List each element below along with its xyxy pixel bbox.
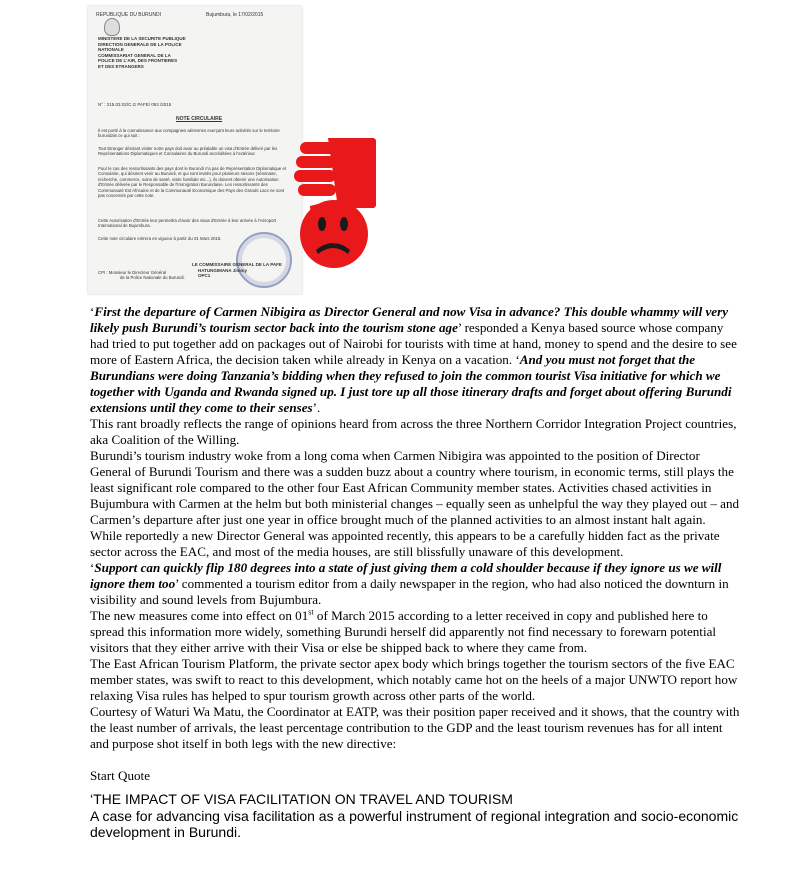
paragraph-text: ’.: [312, 400, 321, 415]
article-paragraph: While reportedly a new Director General was appointed recently, this appears to be a carefully hidden fact as the private sector across the EAC, and most of the media houses, are still blissfully unaware of this development.: [90, 528, 720, 559]
article-paragraph: This rant broadly reflects the range of opinions heard from across the three Northern Corridor Integration Project countries, aka Coalition of the Willing.: [90, 416, 737, 447]
letter-title: NOTE CIRCULAIRE: [176, 116, 223, 122]
article-paragraph: Burundi’s tourism industry woke from a long coma when Carmen Nibigira was appointed to the position of Director General of Burundi Tourism and there was a sudden buzz about a country where tourism, in economic terms, still plays the least significant role compared to the other four East African Community member states. Activities chased activities in Bujumbura with Carmen at the helm but both ministerial changes – equally seen as unhelpful the way they played out – and Carmen’s departure after just one year in office brought much of the planned activities to an almost instant halt again.: [90, 448, 740, 527]
ministry-line: MINISTERE DE LA SECURITE PUBLIQUE: [98, 36, 186, 41]
letter-paragraph: Cette Autorisation d'Entrée leur permettra d'avoir des visas d'Entrée à leur arrivée à l'Aéroport International de Bujumbura.: [98, 218, 277, 229]
letter-republic: REPUBLIQUE DU BURUNDI: [96, 12, 162, 18]
ministry-line: DIRECTION GENERALE DE LA POLICE: [98, 41, 182, 47]
paragraph-text: The new measures come into effect on 01: [90, 608, 309, 623]
letter-reference: N° : 215.03.02/C.G PAFE/ 053 /2015: [98, 102, 172, 107]
scanned-letter: [88, 6, 302, 294]
signatory-name: [198, 268, 247, 278]
article-paragraph: Courtesy of Waturi Wa Matu, the Coordinator at EATP, was their position paper received and it shows, that the country with the least number of arrivals, the least percentage contribution to the GDP and the least tourism revenues has for all intent and purpose shot itself in both legs with the new directive:: [90, 704, 740, 751]
cc-line: de la Police Nationale du Burundi.: [120, 275, 185, 281]
paragraph-text: responded a Kenya based source whose company had tried to put together add on packages out of Nairobi for tourists with time at hand, money to spend and the desire to see more of Eastern Africa, the decision taken while already in Kenya on a vacation. ‘: [90, 320, 737, 367]
paragraph-text: ’ commented a tourism editor from a daily newspaper in the region, who had also noticed the downturn in visibility and sound levels from Bujumbura.: [90, 576, 729, 607]
letter-paragraph: Pour le cas des ressortissants des pays dont le Burundi n'a pas de Représentation Diplomatique et Consulaire, qui désirent venir au Burundi, et qui sont invités pour plusieurs raisons (séminaire, recherche, commerce, soins de santé, visite familiale etc...), ils doivent obtenir une Autorisation d'Entrée délivrée par le Responsable de l'Immigration Burundaise. Les ressortissants des Communauté Est Africaine et de la Communauté Economique des Pays des Grands Lacs ne sont pas concernés par cette note.: [98, 166, 287, 199]
signatory-title: LE COMMISSAIRE GENERAL DE LA PAFE: [192, 262, 282, 267]
quoted-paper-heading: [90, 791, 750, 841]
article-paragraph: ‘First the departure of Carmen Nibigira as Director General and now Visa in advance? This double whammy will very likely push Burundi’s tourism sector back into the tourism stone age’ responded a Kenya based source whose company had tried to put together add on packages out of Nairobi for tourists with time at hand, money to spend and the desire to see more of Eastern Africa, the decision taken while already in Kenya on a vacation. ‘And you must not forget that the Burundians were doing Tanzania’s bidding when they refused to join the common tourist Visa initiative for which we together with Uganda and Rwanda signed up. I just tore up all those itinerary drafts and forget about offering Burundi extensions until they come to their senses’.: [90, 304, 737, 415]
quote-text: First the departure of Carmen Nibigira as Director General and now Visa in advance? This double whammy will very likely push Burundi’s tourism sector back into the tourism stone age: [90, 304, 729, 335]
letter-paragraph: Il est porté à la connaissance aux compagnies aériennes exerçant leurs activités sur le territoire burundais ce qui suit :: [98, 128, 280, 139]
letter-ministry: [98, 36, 198, 69]
ministry-line: POLICE DE L'AIR, DES FRONTIERES: [98, 58, 178, 63]
article-body: [90, 304, 740, 784]
letter-paragraph: Tout Etranger désirant visiter notre pays doit avoir au préalable un visa d'Entrée délivré par les Représentations Diplomatiques et Consulaires du Burundi accréditées à l'extérieur.: [98, 146, 278, 157]
letter-paragraph: Cette note circulaire entrera en vigueur à partir du 01 Mars 2015.: [98, 236, 222, 241]
quote-title: ‘THE IMPACT OF VISA FACILITATION ON TRAVEL AND TOURISM: [90, 791, 513, 807]
article-paragraph: [90, 608, 740, 656]
ministry-line: ET DES ETRANGERS: [98, 63, 144, 69]
thumbs-down-sad-face-icon: [292, 138, 378, 298]
signatory-rank: OPC1: [198, 273, 211, 278]
superscript: st: [308, 607, 314, 617]
article-paragraph: ‘Support can quickly flip 180 degrees into a state of just giving them a cold shoulder because if they ignore us we will ignore them too’ commented a tourism editor from a daily newspaper in the region, who had also noticed the downturn in visibility and sound levels from Bujumbura.: [90, 560, 729, 607]
ministry-line: NATIONALE: [98, 47, 124, 52]
quote-text: Support can quickly flip 180 degrees into a state of just giving them a cold shoulder because if they ignore us we will ignore them too: [90, 560, 722, 591]
official-stamp-icon: [236, 232, 292, 288]
article-paragraph: The East African Tourism Platform, the private sector apex body which brings together the tourism sectors of the five EAC member states, was swift to react to this development, which notably came hot on the heels of a major UNWTO report how relaxing Visa rules has helped to spur tourism growth across other parts of the world.: [90, 656, 738, 703]
cc-line: CPI : Monsieur le Directeur Général: [98, 270, 167, 275]
letter-cc: [98, 270, 185, 281]
start-quote-label: Start Quote: [90, 768, 151, 783]
ministry-line: COMMISSARIAT GENERAL DE LA: [98, 52, 171, 58]
quote-subtitle: A case for advancing visa facilitation as a powerful instrument of regional integration and socio-economic development in Burundi.: [90, 807, 739, 840]
signatory-name-text: HATUNGIMANA Jimmy: [198, 268, 248, 273]
coat-of-arms-icon: [104, 18, 120, 36]
paragraph-text: of March 2015 according to a letter received in copy and published here to spread this information more widely, something Burundi herself did apparently not find necessary to forewarn potential visitors that they either arrive with their Visa or else be shipped back to where they came from.: [90, 608, 717, 655]
letter-date: Bujumbura, le 17/02/2015: [206, 12, 264, 18]
quote-text: And you must not forget that the Burundians were doing Tanzania’s bidding when they refused to join the common tourist Visa initiative for which we together with Uganda and Rwanda signed up. I just tore up all those itinerary drafts and forget about offering Burundi extensions until they come to their senses: [90, 352, 732, 415]
